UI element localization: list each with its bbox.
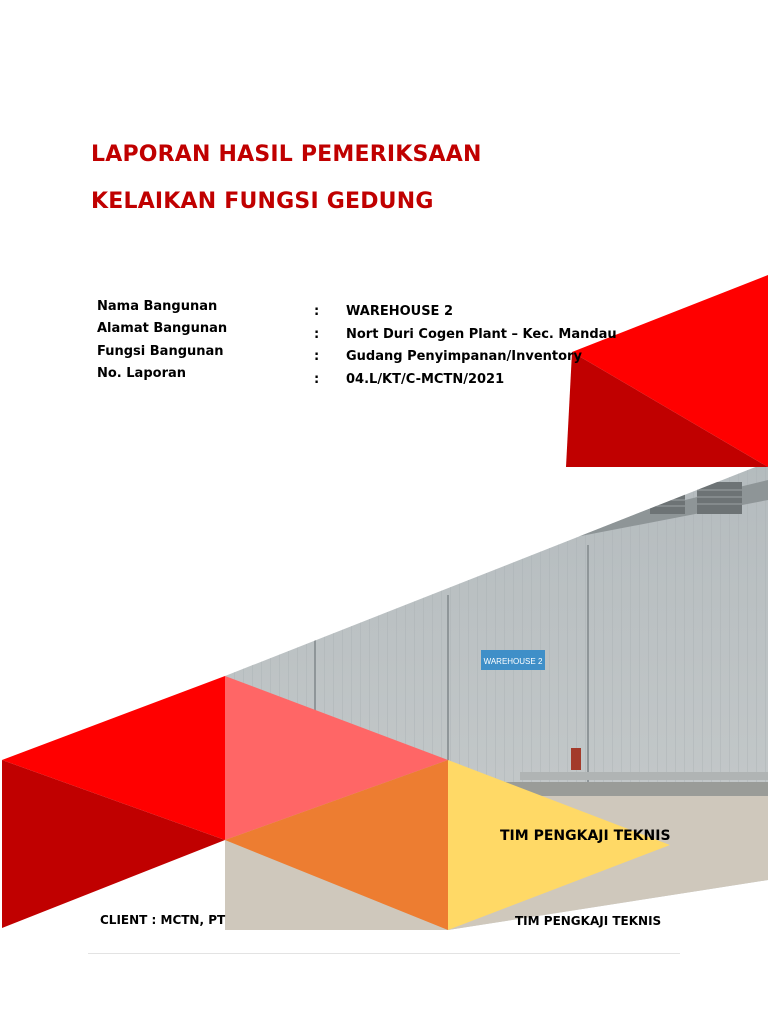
value-fungsi-bangunan: Gudang Penyimpanan/Inventory <box>346 349 582 364</box>
team-footer-text: TIM PENGKAJI TEKNIS <box>515 914 662 928</box>
label-nama-bangunan: Nama Bangunan <box>97 299 218 314</box>
colon: : <box>314 372 320 387</box>
colon: : <box>314 349 320 364</box>
label-fungsi-bangunan: Fungsi Bangunan <box>97 344 224 359</box>
team-overlay-text: TIM PENGKAJI TEKNIS <box>500 828 671 844</box>
value-nama-bangunan: WAREHOUSE 2 <box>346 304 454 319</box>
colon: : <box>314 304 320 319</box>
footer-divider <box>88 953 680 954</box>
warehouse-sign-text: WAREHOUSE 2 <box>483 657 543 666</box>
report-title-line-1: LAPORAN HASIL PEMERIKSAAN <box>91 142 482 167</box>
label-alamat-bangunan: Alamat Bangunan <box>97 321 228 336</box>
label-no-laporan: No. Laporan <box>97 366 187 381</box>
report-title-line-2: KELAIKAN FUNGSI GEDUNG <box>91 189 434 214</box>
colon: : <box>314 327 320 342</box>
value-alamat-bangunan: Nort Duri Cogen Plant – Kec. Mandau <box>346 327 617 342</box>
value-no-laporan: 04.L/KT/C-MCTN/2021 <box>346 372 505 387</box>
client-name: CLIENT : MCTN, PT <box>100 913 226 927</box>
